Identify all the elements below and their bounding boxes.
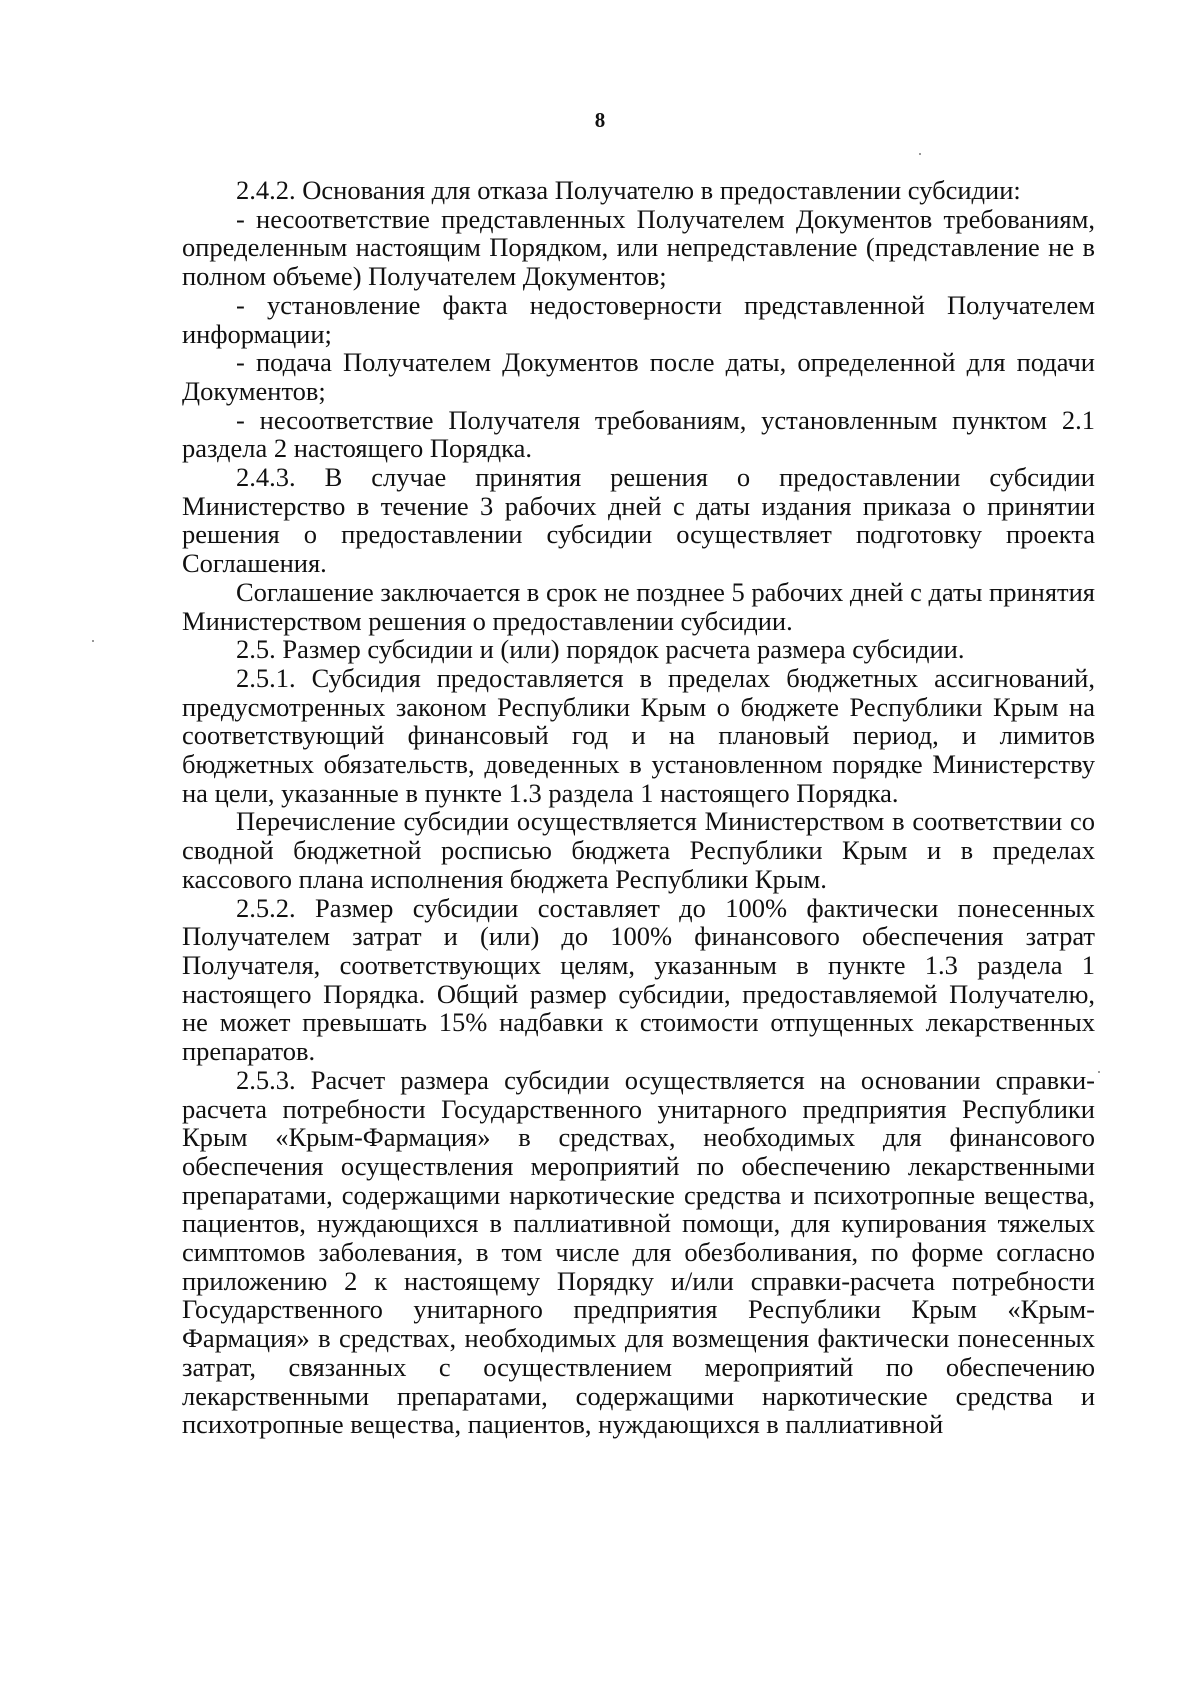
scan-speck bbox=[1098, 1071, 1100, 1073]
paragraph-refusal-reason-4: - несоответствие Получателя требованиям, установленным пунктом 2.1 раздела 2 настоящего Порядка. bbox=[182, 404, 1095, 464]
paragraph-2-5-3: 2.5.3. Расчет размера субсидии осуществляется на основании справки-расчета потребности Государственного унитарного предприятия Республики Крым «Крым-Фармация» в средствах, необходимых для финансового обеспечения осуществления мероприятий по обеспечению лекарственными препаратами, содержащими наркотические средства и психотропные вещества, пациентов, нуждающихся в паллиативной помощи, для купирования тяжелых симптомов заболевания, в том числе для обезболивания, по форме согласно приложению 2 к настоящему Порядку и/или справки-расчета потребности Государственного унитарного предприятия Республики Крым «Крым-Фармация» в средствах, необходимых для возмещения фактически понесенных затрат, связанных с осуществлением мероприятий по обеспечению лекарственными препаратами, содержащими наркотические средства и психотропные вещества, пациентов, нуждающихся в паллиативной bbox=[182, 1064, 1095, 1440]
paragraph-refusal-reason-2: - установление факта недостоверности представленной Получателем информации; bbox=[182, 289, 1095, 349]
paragraph-2-5-1: 2.5.1. Субсидия предоставляется в пределах бюджетных ассигнований, предусмотренных законом Республики Крым о бюджете Республики Крым на соответствующий финансовый год и на плановый период, и лимитов бюджетных обязательств, доведенных в установленном порядке Министерству на цели, указанные в пункте 1.3 раздела 1 настоящего Порядка. bbox=[182, 662, 1095, 808]
document-body bbox=[182, 176, 1095, 1439]
scan-speck bbox=[92, 640, 94, 642]
page-number: 8 bbox=[594, 108, 606, 132]
paragraph-agreement-term: Соглашение заключается в срок не позднее 5 рабочих дней с даты принятия Министерством решения о предоставлении субсидии. bbox=[182, 576, 1095, 636]
paragraph-2-5-2: 2.5.2. Размер субсидии составляет до 100% фактически понесенных Получателем затрат и (или) до 100% финансового обеспечения затрат Получателя, соответствующих целям, указанным в пункте 1.3 раздела 1 настоящего Порядка. Общий размер субсидии, предоставляемой Получателю, не может превышать 15% надбавки к стоимости отпущенных лекарственных препаратов. bbox=[182, 892, 1095, 1067]
paragraph-refusal-reason-1: - несоответствие представленных Получателем Документов требованиям, определенным настоящим Порядком, или непредставление (представление не в полном объеме) Получателем Документов; bbox=[182, 203, 1095, 292]
paragraph-2-5: 2.5. Размер субсидии и (или) порядок расчета размера субсидии. bbox=[236, 634, 965, 665]
paragraph-transfer: Перечисление субсидии осуществляется Министерством в соответствии со сводной бюджетной росписью бюджета Республики Крым и в пределах кассового плана исполнения бюджета Республики Крым. bbox=[182, 806, 1095, 894]
paragraph-refusal-reason-3: - подача Получателем Документов после даты, определенной для подачи Документов; bbox=[182, 347, 1095, 406]
paragraph-2-4-2: 2.4.2. Основания для отказа Получателю в предоставлении субсидии: bbox=[236, 175, 1021, 205]
scan-speck bbox=[919, 153, 921, 155]
paragraph-2-4-3: 2.4.3. В случае принятия решения о предоставлении субсидии Министерство в течение 3 рабочих дней с даты издания приказа о принятии решения о предоставлении субсидии осуществляет подготовку проекта Соглашения. bbox=[182, 462, 1095, 579]
